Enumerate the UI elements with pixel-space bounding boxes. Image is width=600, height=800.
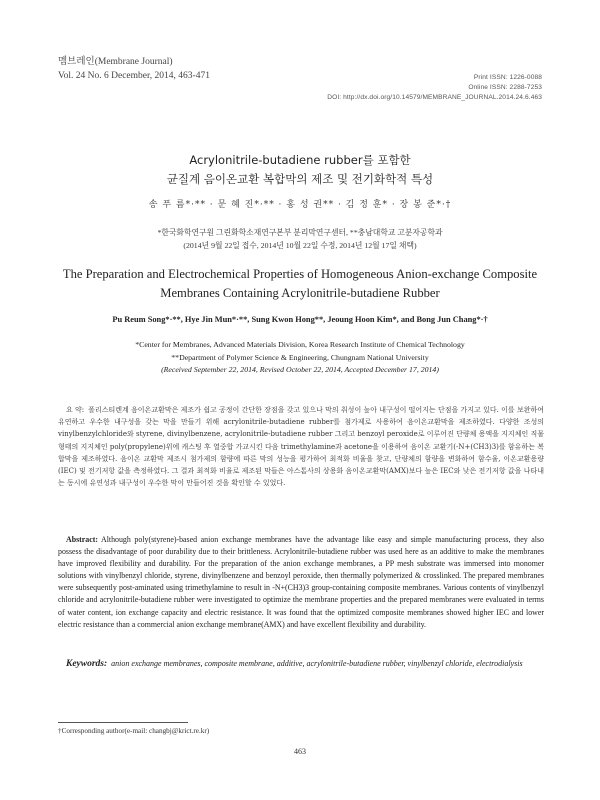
korean-title-line1: Acrylonitrile-butadiene rubber를 포함한 <box>189 153 411 167</box>
journal-name: 멤브레인(Membrane Journal) <box>58 57 173 67</box>
journal-volume: Vol. 24 No. 6 December, 2014, 463-471 <box>58 71 210 81</box>
page-number: 463 <box>294 747 306 756</box>
english-affiliation-1: *Center for Membranes, Advanced Materials Division, Korea Research Institute of Chemical Technology <box>135 340 465 349</box>
keywords <box>58 658 544 671</box>
keywords-text: anion exchange membranes, composite membrane, additive, acrylonitrile-butadiene rubber, vinylbenzyl chloride, electrodialysis <box>111 659 523 668</box>
korean-abstract-text: 폴리스티렌계 음이온교환막은 제조가 쉽고 공정이 간단한 장점을 갖고 있으나 막의 취성이 높아 내구성이 떨어지는 단점을 가지고 있다. 이를 보완하여 유연하고 우수한 내구성을 갖는 막을 만들기 위해 acrylonitrile-butadiene rubber를 첨가제로 사용하여 음이온교환막을 제조하였다. 다양한 조성의 vinylbenzylchloride와 styrene, divinylbenzene, acrylonitrile-butadiene rubber 그리고 benzoyl peroxide로 이루어진 단량체 용액을 지지체인 직물 형태의 지지체인 poly(propylene)위에 캐스팅 후 열중합 가교시킨 다음 trimethylamine과 acetone을 이용하여 음이온 교환기(-N+(CH3)3)를 함유하는 복합막을 제조하였다. 음이온 교환막 제조시 첨가제의 함량에 따른 막의 성능을 평가하여 최적화 비율을 찾고, 단량체의 함량을 변화하여 함수율, 이온교환용량(IEC) 및 전기저항 값을 측정하였다. 그 결과 최적화 비율로 제조된 막들은 아스톰사의 상용화 음이온교환막(AMX)보다 높은 IEC와 낮은 전기저항 값을 나타내는 동시에 유연성과 내구성이 우수한 막이 만들어진 것을 확인할 수 있었다. <box>58 406 544 488</box>
english-affiliation-2: **Department of Polymer Science & Engineering, Chungnam National University <box>171 352 429 362</box>
english-affiliation-block <box>0 339 600 377</box>
korean-title <box>0 151 600 189</box>
english-dates: (Received September 22, 2014, Revised October 22, 2014, Accepted December 17, 2014) <box>161 365 439 374</box>
english-authors: Pu Reum Song*·**, Hye Jin Mun*·**, Sung Kwon Hong**, Jeoung Hoon Kim*, and Bong Jun Chang*·† <box>112 315 488 324</box>
online-issn: Online ISSN: 2288-7253 <box>468 84 542 91</box>
korean-abstract-label: 요 약: <box>66 406 85 414</box>
korean-dates: (2014년 9월 22일 접수, 2014년 10월 22일 수정, 2014년 12월 17일 채택) <box>183 241 417 250</box>
identifier-block <box>327 73 542 103</box>
print-issn: Print ISSN: 1226-0088 <box>473 74 542 81</box>
journal-header <box>58 55 210 83</box>
korean-abstract <box>58 404 544 489</box>
korean-affiliation: *한국화학연구원 그린화학소재연구본부 분리막연구센터, **충남대학교 고분자공학과 <box>157 228 443 237</box>
footnote-divider <box>58 722 188 723</box>
korean-title-line2: 균질계 음이온교환 복합막의 제조 및 전기화학적 특성 <box>166 172 434 186</box>
english-abstract-text: Although poly(styrene)-based anion exchange membranes have the advantage like easy and simple manufacturing process, they also possess the disadvantage of poor durability due to their brittleness. Acrylonitrile-butadiene rubber was used here as an additive to make the membranes have improved flexibility and durability. For the preparation of the anion exchange membranes, a PP mesh substrate was immersed into monomer solutions with vinylbenzyl chloride, styrene, divinylbenzene and benzoyl peroxide, then thermally polymerized & crosslinked. The prepared membranes were subsequently post-aminated using trimethylamine to result in -N+(CH3)3 group-containing composite membranes. Various contents of vinylbenzyl chloride and acrylonitrile-butadiene rubber were investigated to optimize the membrane properties and the prepared membranes were evaluated in terms of water content, ion exchange capacity and electric resistance. It was found that the optimized composite membranes showed higher IEC and lower electric resistance than a commercial anion exchange membrane(AMX) and have excellent flexibility and durability. <box>58 535 544 629</box>
doi-link[interactable]: DOI: http://dx.doi.org/10.14579/MEMBRANE_JOURNAL.2014.24.6.463 <box>327 94 542 101</box>
corresponding-author-footnote: †Corresponding author(e-mail: changbj@krict.re.kr) <box>58 727 210 735</box>
english-abstract-label: Abstract: <box>66 535 98 544</box>
korean-authors: 송 푸 름*·** · 문 혜 진*·** · 홍 성 권** · 김 정 훈* · 장 봉 준*·† <box>148 200 452 210</box>
english-title: The Preparation and Electrochemical Properties of Homogeneous Anion-exchange Composite Membranes Containing Acrylonitrile-butadiene Rubber <box>62 267 538 300</box>
keywords-label: Keywords: <box>66 659 108 669</box>
english-abstract <box>58 534 544 631</box>
korean-affiliation-block <box>0 226 600 252</box>
